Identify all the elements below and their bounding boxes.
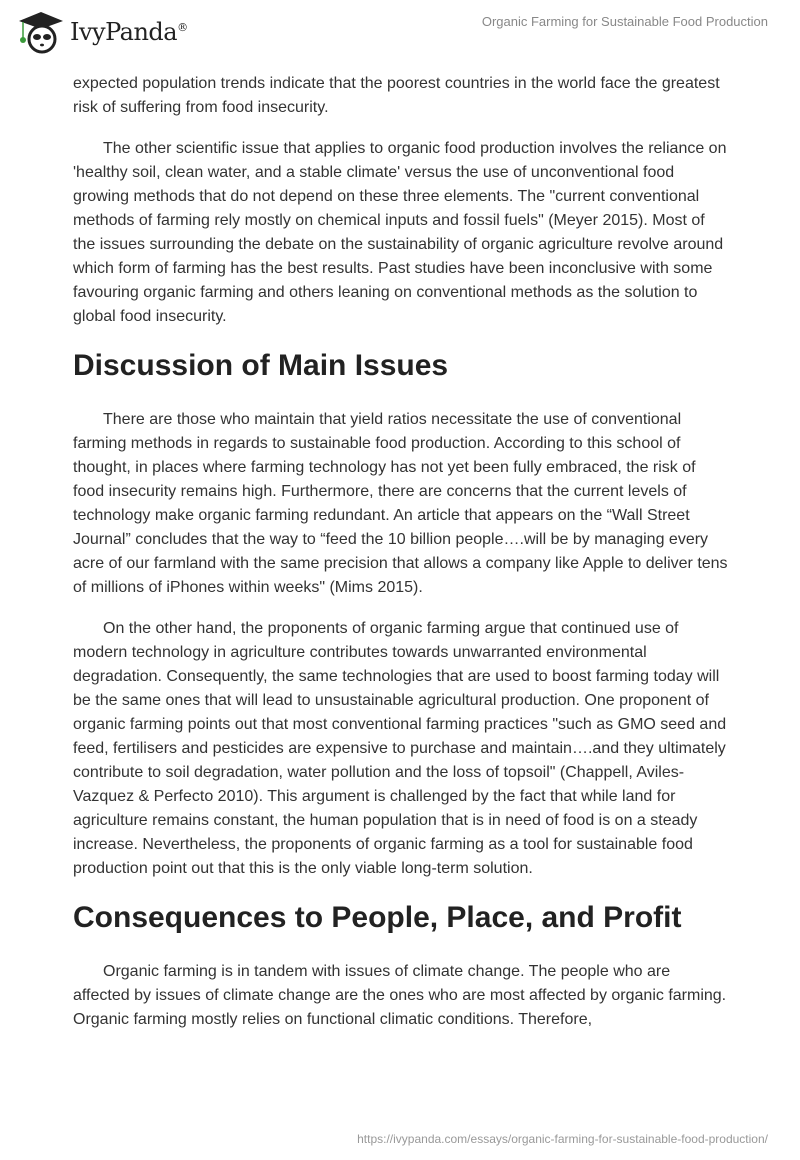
panda-graduate-icon bbox=[18, 10, 64, 54]
ivypanda-logo[interactable] bbox=[18, 10, 188, 54]
essay-body bbox=[73, 72, 729, 1049]
paragraph: The other scientific issue that applies to organic food production involves the reliance on 'healthy soil, clean water, and a stable climate' versus the use of unconventional food growing methods that do not depend on these three elements. The "current conventional methods of farming rely mostly on chemical inputs and fossil fuels" (Meyer 2015). Most of the issues surrounding the debate on the sustainability of organic agriculture revolve around which form of farming has the best results. Past studies have been inconclusive with some favouring organic farming and others leaning on conventional methods as the solution to global food insecurity. bbox=[73, 140, 727, 325]
section-heading: Consequences to People, Place, and Profit bbox=[73, 901, 682, 934]
registered-mark: ® bbox=[177, 21, 188, 34]
document-title: Organic Farming for Sustainable Food Production bbox=[481, 14, 768, 29]
section-heading: Discussion of Main Issues bbox=[73, 349, 449, 382]
logo-text: IvyPanda bbox=[70, 18, 178, 46]
page-header bbox=[0, 0, 800, 60]
footer-url-link[interactable]: https://ivypanda.com/essays/organic-farming-for-sustainable-food-production/ bbox=[357, 1132, 768, 1146]
paragraph: There are those who maintain that yield ratios necessitate the use of conventional farming methods in regards to sustainable food production. According to this school of thought, in places where farming technology has not yet been fully embraced, the risk of food insecurity remains high. Furthermore, there are concerns that the current levels of technology make organic farming redundant. An article that appears on the “Wall Street Journal” concludes that the way to “feed the 10 billion people….will be by managing every acre of our farmland with the same precision that allows a company like Apple to deliver tens of millions of iPhones within weeks" (Mims 2015). bbox=[73, 411, 728, 596]
paragraph: expected population trends indicate that the poorest countries in the world face the greatest risk of suffering from food insecurity. bbox=[73, 75, 720, 116]
paragraph: On the other hand, the proponents of organic farming argue that continued use of modern technology in agriculture contributes towards unwarranted environmental degradation. Consequently, the same technologies that are used to boost farming today will be the same ones that will lead to unsustainable agricultural production. One proponent of organic farming points out that most conventional farming practices "such as GMO seed and feed, fertilisers and pesticides are expensive to purchase and maintain….and they ultimately contribute to soil degradation, water pollution and the loss of topsoil" (Chappell, Aviles-Vazquez & Perfecto 2010). This argument is challenged by the fact that while land for agriculture remains constant, the human population that is in need of food is on a steady increase. Nevertheless, the proponents of organic farming as a tool for sustainable food production point out that this is the only viable long-term solution. bbox=[73, 620, 727, 877]
paragraph: Organic farming is in tandem with issues of climate change. The people who are affected by issues of climate change are the ones who are most affected by organic farming. Organic farming mostly relies on functional climatic conditions. Therefore, bbox=[73, 963, 727, 1028]
